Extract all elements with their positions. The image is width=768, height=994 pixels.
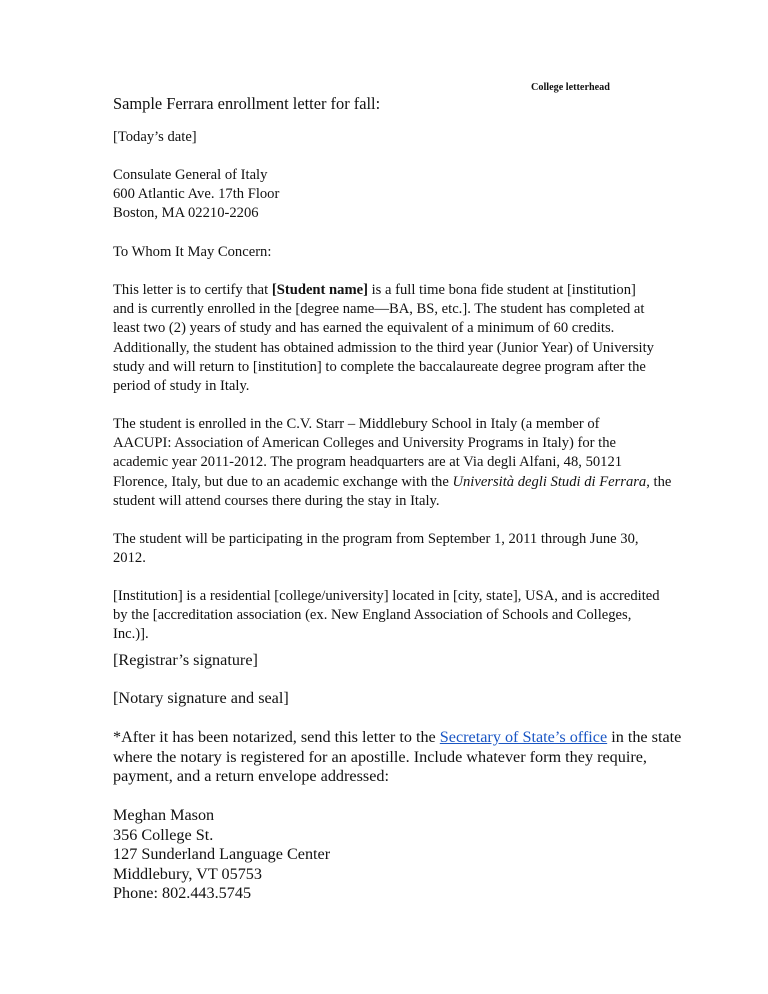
text-line [113,549,639,568]
text-segment: Florence, Italy, but due to an academic exchange with the [113,473,453,490]
dates-paragraph [113,530,639,568]
contact-building: 127 Sunderland Language Center [113,845,331,864]
contact-name: Meghan Mason [113,806,215,824]
apostille-note [113,728,681,787]
notary-signature-placeholder: [Notary signature and seal] [113,689,289,707]
text-line [113,358,654,377]
text-segment: period of study in Italy. [113,378,250,395]
text-line [113,748,681,768]
text-segment: , the [646,473,672,490]
text-segment: Additionally, the student has obtained admission to the third year (Junior Year) of University [113,339,654,356]
contact-city: Middlebury, VT 05753 [113,864,262,883]
text-line [113,434,671,453]
date-placeholder: [Today’s date] [113,129,197,145]
text-line [113,281,654,300]
address-line: Consulate General of Italy [113,167,268,183]
text-segment: The student is enrolled in the C.V. Starr – Middlebury School in Italy (a member of [113,416,600,432]
text-line [113,453,671,472]
text-line [113,300,654,319]
college-letterhead-label: College letterhead [531,82,610,93]
text-segment: least two (2) years of study and has earned the equivalent of a minimum of 60 credits. [113,320,615,337]
text-line [113,530,639,549]
text-segment: 2012. [113,550,146,567]
secretary-of-state-link[interactable]: Secretary of State’s office [439,728,608,746]
text-segment: by the [accreditation association (ex. New England Association of Schools and Colleges, [113,607,632,624]
text-segment: study and will return to [institution] to complete the baccalaureate degree program after the [113,358,646,375]
text-line [113,492,671,511]
text-line [113,415,671,434]
text-line [113,606,660,625]
address-line: 600 Atlantic Ave. 17th Floor [113,186,280,203]
return-address [113,806,330,904]
program-paragraph [113,415,671,511]
text-segment: Inc.)]. [113,626,149,643]
text-segment: This letter is to certify that [113,282,272,298]
document-title: Sample Ferrara enrollment letter for fall: [113,94,381,113]
text-segment: [Institution] is a residential [college/university] located in [city, state], USA, and is accredited [113,588,660,604]
text-segment: where the notary is registered for an apostille. Include whatever form they require, [113,747,647,766]
text-line [113,587,660,606]
text-segment: and is currently enrolled in the [degree name—BA, BS, etc.]. The student has completed at [113,301,645,318]
university-name: Università degli Studi di Ferrara [452,473,647,490]
text-segment: AACUPI: Association of American Colleges and University Programs in Italy) for the [113,435,616,452]
contact-street: 356 College St. [113,825,214,844]
student-name-placeholder: [Student name] [271,282,368,298]
text-segment: academic year 2011-2012. The program headquarters are at Via degli Alfani, 48, 50121 [113,454,623,471]
text-line [113,625,660,644]
text-segment: student will attend courses there during the stay in Italy. [113,492,440,509]
address-line: Boston, MA 02210-2206 [113,205,259,222]
accreditation-paragraph [113,587,660,645]
text-segment: in the state [607,728,682,746]
contact-phone: Phone: 802.443.5745 [113,884,252,903]
text-segment: payment, and a return envelope addressed: [113,767,389,786]
registrar-signature-placeholder: [Registrar’s signature] [113,651,258,669]
text-line [113,728,681,748]
text-line [113,767,681,787]
text-segment: The student will be participating in the program from September 1, 2011 through June 30, [113,531,639,547]
text-segment: *After it has been notarized, send this letter to the [113,728,440,746]
certification-paragraph [113,281,654,396]
text-segment: is a full time bona fide student at [institution] [367,282,636,298]
recipient-address [113,166,279,224]
text-line [113,377,654,396]
text-line [113,473,671,492]
text-line [113,319,654,338]
salutation: To Whom It May Concern: [113,244,272,260]
text-line [113,339,654,358]
